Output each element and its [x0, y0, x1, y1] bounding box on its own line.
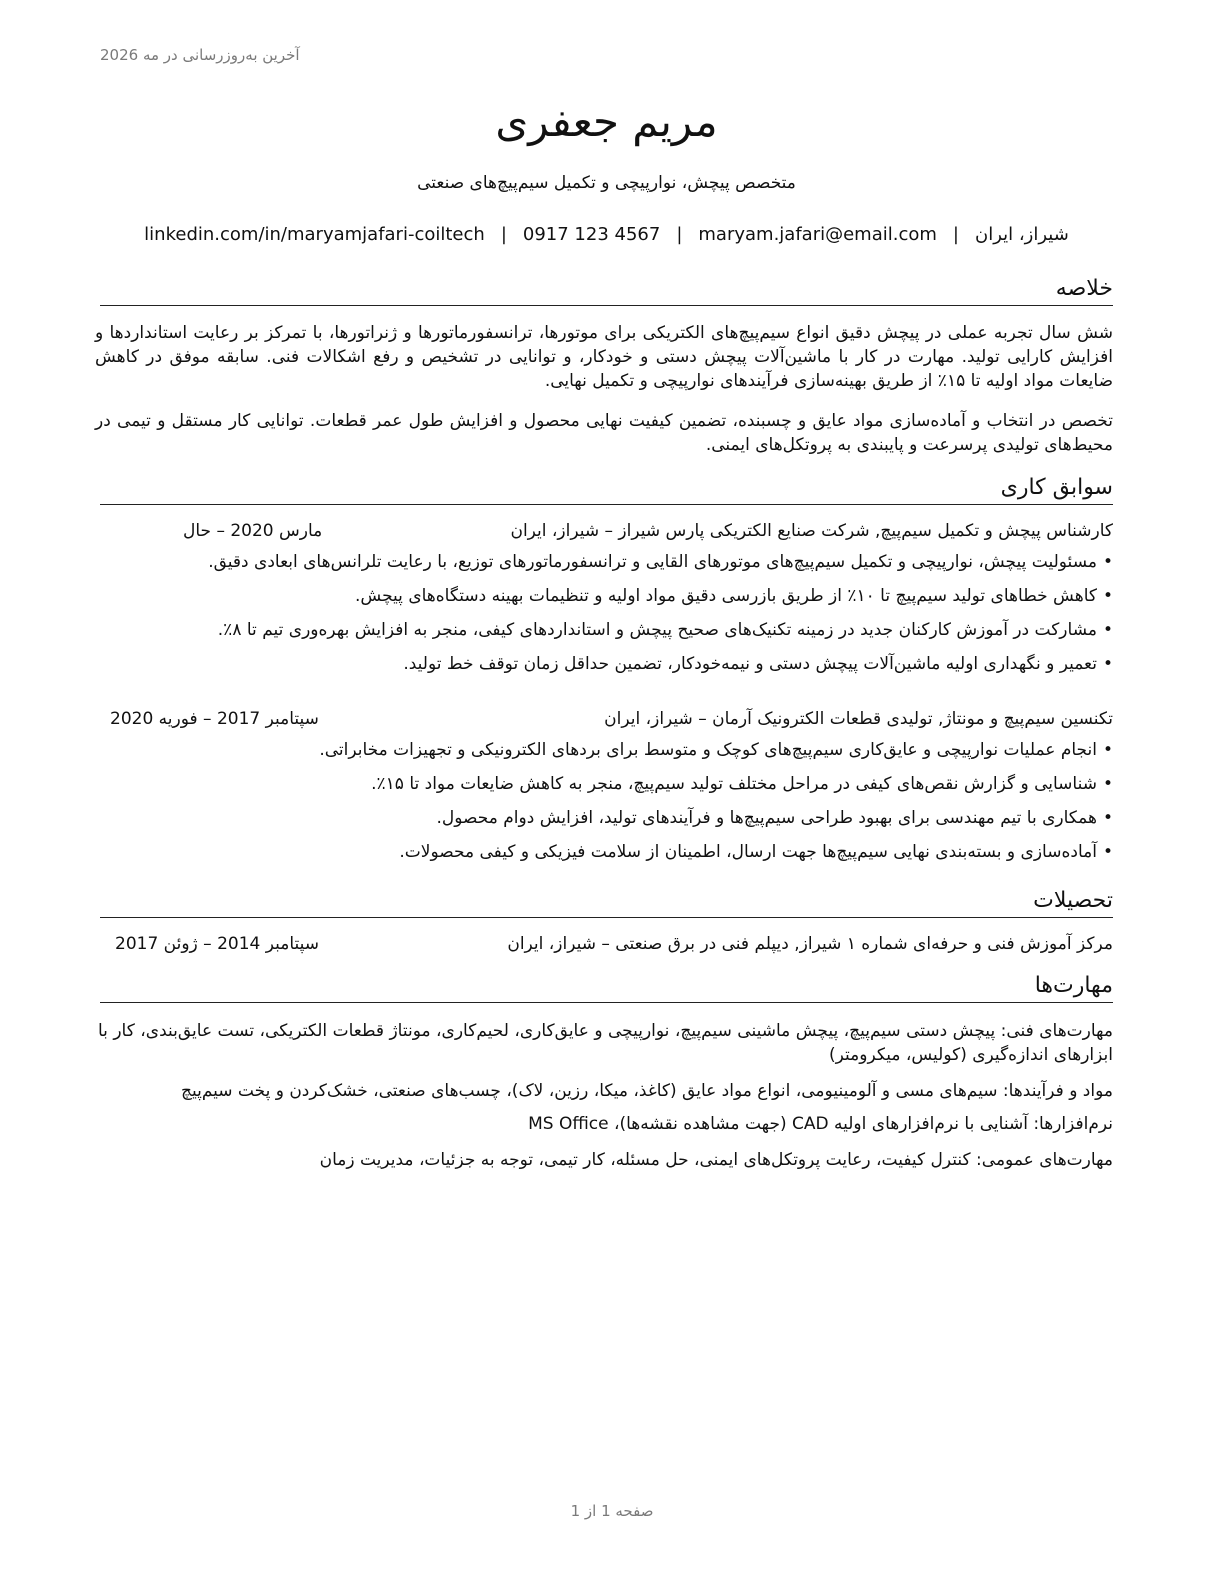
education-school: مرکز آموزش فنی و حرفه‌ای شماره ۱ شیراز, دیپلم فنی در برق صنعتی – شیراز، ایران: [507, 934, 1113, 954]
summary-paragraph: شش سال تجربه عملی در پیچش دقیق انواع سیم‌پیچ‌های الکتریکی برای موتورها، ترانسفورماتورها و ژنراتورها، با تمرکز بر رعایت استانداردها و افزایش کارایی تولید. مهارت در کار با ماشین‌آلات پیچش دستی و خودکار، و توانایی در تشخیص و رفع اشکالات فنی. سابقه موفق در کاهش ضایعات مواد اولیه تا ۱۵٪ از طریق بهینه‌سازی فرآیندهای نوارپیچی و تکمیل نهایی.: [95, 323, 1113, 391]
contact-phone: 0917 123 4567: [522, 224, 661, 245]
list-item: •تعمیر و نگهداری اولیه ماشین‌آلات پیچش دستی و نیمه‌خودکار، تضمین حداقل زمان توقف خط تولید.: [403, 654, 1113, 674]
contact-linkedin[interactable]: linkedin.com/in/maryamjafari-coiltech: [144, 224, 485, 245]
list-item: •کاهش خطاهای تولید سیم‌پیچ تا ۱۰٪ از طریق بازرسی دقیق مواد اولیه و تنظیمات بهینه دستگاه‌های پیچش.: [355, 586, 1113, 606]
candidate-headline: متخصص پیچش، نوارپیچی و تکمیل سیم‌پیچ‌های صنعتی: [417, 173, 796, 193]
job-dates: مارس 2020 – حال: [183, 521, 323, 541]
job-dates: سپتامبر 2017 – فوریه 2020: [110, 709, 319, 729]
job-title: کارشناس پیچش و تکمیل سیم‌پیچ, شرکت صنایع الکتریکی پارس شیراز – شیراز، ایران: [510, 521, 1113, 541]
candidate-name: مریم جعفری: [495, 97, 718, 146]
bullet-icon: •: [1102, 740, 1113, 760]
contact-separator: |: [676, 224, 683, 245]
education-dates: سپتامبر 2014 – ژوئن 2017: [115, 934, 320, 954]
job-title: تکنسین سیم‌پیچ و مونتاژ, تولیدی قطعات الکترونیک آرمان – شیراز، ایران: [604, 709, 1113, 729]
job-header: [100, 707, 1113, 731]
contact-separator: |: [952, 224, 959, 245]
bullet-icon: •: [1102, 842, 1113, 862]
bullet-icon: •: [1102, 774, 1113, 794]
education-entry: [100, 932, 1113, 956]
skills-line: نرم‌افزارها: آشنایی با نرم‌افزارهای اولیه CAD (جهت مشاهده نقشه‌ها)، MS Office: [528, 1114, 1113, 1134]
bullet-icon: •: [1102, 552, 1113, 572]
list-item: •شناسایی و گزارش نقص‌های کیفی در مراحل مختلف تولید سیم‌پیچ، منجر به کاهش ضایعات مواد تا ۱۵٪.: [371, 774, 1113, 794]
contact-location: شیراز، ایران: [974, 224, 1069, 245]
skills-line: مهارت‌های عمومی: کنترل کیفیت، رعایت پروتکل‌های ایمنی، حل مسئله، کار تیمی، توجه به جزئیات، مدیریت زمان: [319, 1150, 1113, 1170]
experience-heading: سوابق کاری: [100, 473, 1113, 505]
contact-email[interactable]: maryam.jafari@email.com: [698, 224, 937, 245]
bullet-icon: •: [1102, 586, 1113, 606]
list-item: •مسئولیت پیچش، نوارپیچی و تکمیل سیم‌پیچ‌های موتورهای القایی و ترانسفورماتورهای توزیع، با رعایت تلرانس‌های ابعادی دقیق.: [208, 552, 1113, 572]
list-item: •مشارکت در آموزش کارکنان جدید در زمینه تکنیک‌های صحیح پیچش و استانداردهای کیفی، منجر به افزایش بهره‌وری تیم تا ۸٪.: [217, 620, 1113, 640]
bullet-icon: •: [1102, 808, 1113, 828]
skills-line: مواد و فرآیندها: سیم‌های مسی و آلومینیومی، انواع مواد عایق (کاغذ، میکا، رزین، لاک)، چسب‌های صنعتی، خشک‌کردن و پخت سیم‌پیچ: [180, 1081, 1113, 1101]
skills-heading: مهارت‌ها: [100, 971, 1113, 1003]
last-updated-note: آخرین به‌روزرسانی در مه 2026: [100, 46, 300, 64]
bullet-icon: •: [1102, 620, 1113, 640]
list-item: •آماده‌سازی و بسته‌بندی نهایی سیم‌پیچ‌ها جهت ارسال، اطمینان از سلامت فیزیکی و کیفی محصولات.: [399, 842, 1113, 862]
skills-line: مهارت‌های فنی: پیچش دستی سیم‌پیچ، پیچش ماشینی سیم‌پیچ، نوارپیچی و عایق‌کاری، لحیم‌کاری، مونتاژ قطعات الکتریکی، تست عایق‌بندی، کار با ابزارهای اندازه‌گیری (کولیس، میکرومتر): [98, 1021, 1113, 1065]
contact-separator: |: [500, 224, 507, 245]
list-item: •انجام عملیات نوارپیچی و عایق‌کاری سیم‌پیچ‌های کوچک و متوسط برای بردهای الکترونیکی و تجهیزات مخابراتی.: [319, 740, 1113, 760]
education-heading: تحصیلات: [100, 886, 1113, 918]
summary-heading: خلاصه: [100, 274, 1113, 306]
summary-paragraph: تخصص در انتخاب و آماده‌سازی مواد عایق و چسبنده، تضمین کیفیت نهایی محصول و افزایش طول عمر قطعات. توانایی کار مستقل و تیمی در محیط‌های تولیدی پرسرعت و پایبندی به پروتکل‌های ایمنی.: [95, 411, 1113, 455]
contact-line: [100, 222, 1113, 248]
job-bullets: [100, 738, 1113, 874]
job-bullets: [100, 550, 1113, 686]
job-header: [100, 519, 1113, 543]
page-number: صفحه 1 از 1: [570, 1502, 654, 1520]
list-item: •همکاری با تیم مهندسی برای بهبود طراحی سیم‌پیچ‌ها و فرآیندهای تولید، افزایش دوام محصول.: [436, 808, 1113, 828]
bullet-icon: •: [1102, 654, 1113, 674]
